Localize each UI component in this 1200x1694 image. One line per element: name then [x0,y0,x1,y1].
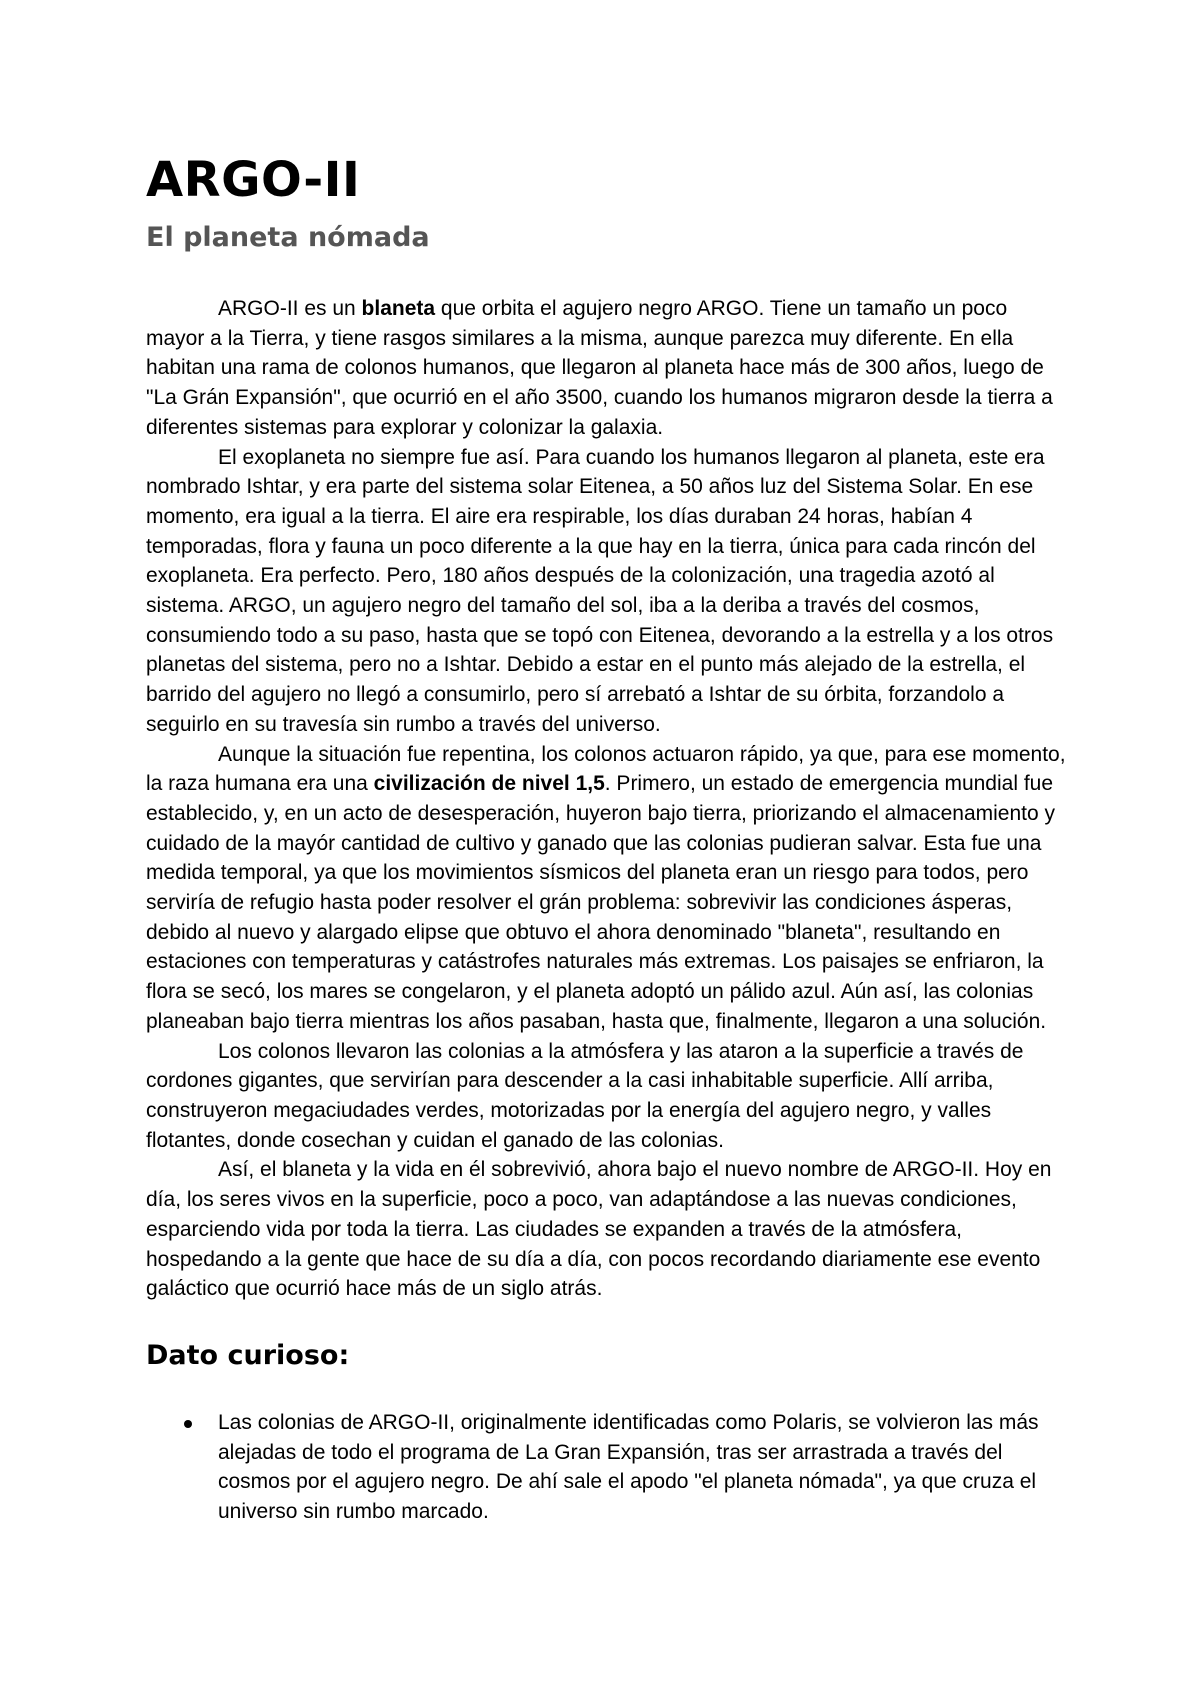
paragraph-5: Así, el blaneta y la vida en él sobrevivió, ahora bajo el nuevo nombre de ARGO-II. Hoy en día, los seres vivos en la superficie, poco a poco, van adaptándose a las nuevas condiciones, esparciendo vida por toda la tierra. Las ciudades se expanden a través de la atmósfera, hospedando a la gente que hace de su día a día, con pocos recordando diariamente ese evento galáctico que ocurrió hace más de un siglo atrás. [146,1158,1052,1301]
bullet-list [146,1408,1066,1527]
bullet-icon [184,1420,192,1428]
paragraph-1-text-a: ARGO-II es un [218,297,362,320]
list-item [146,1408,1066,1527]
bold-term-civilizacion: civilización de nivel 1,5 [373,772,605,796]
paragraph-3 [146,740,1066,1037]
paragraph-3-text-a: Aunque la situación fue repentina, los colonos actuaron rápido, ya que, para ese momento, la raza humana era una [146,742,1066,796]
document-subtitle: El planeta nómada [146,222,430,253]
document-title: ARGO-II [146,152,361,208]
list-item-text: Las colonias de ARGO-II, originalmente identificadas como Polaris, se volvieron las más alejadas de todo el programa de La Gran Expansión, tras ser arrastrada a través del cosmos por el agujero negro. De ahí sale el apodo "el planeta nómada", ya que cruza el universo sin rumbo marcado. [218,1410,1039,1524]
document-body [146,294,1066,1304]
paragraph-1-text-b: que orbita el agujero negro ARGO. Tiene un tamaño un poco mayor a la Tierra, y tiene rasgos similares a la misma, aunque parezca muy diferente. En ella habitan una rama de colonos humanos, que llegaron al planeta hace más de 300 años, luego de "La Grán Expansión", que ocurrió en el año 3500, cuando los humanos migraron desde la tierra a diferentes sistemas para explorar y colonizar la galaxia. [146,297,1053,439]
paragraph-2: El exoplaneta no siempre fue así. Para cuando los humanos llegaron al planeta, este era nombrado Ishtar, y era parte del sistema solar Eitenea, a 50 años luz del Sistema Solar. En ese momento, era igual a la tierra. El aire era respirable, los días duraban 24 horas, habían 4 temporadas, flora y fauna un poco diferente a la que hay en la tierra, única para cada rincón del exoplaneta. Era perfecto. Pero, 180 años después de la colonización, una tragedia azotó al sistema. ARGO, un agujero negro del tamaño del sol, iba a la deriba a través del cosmos, consumiendo todo a su paso, hasta que se topó con Eitenea, devorando a la estrella y a los otros planetas del sistema, pero no a Ishtar. Debido a estar en el punto más alejado de la estrella, el barrido del agujero no llegó a consumirlo, pero sí arrebató a Ishtar de su órbita, forzandolo a seguirlo en su travesía sin rumbo a través del universo. [146,445,1054,736]
section-heading: Dato curioso: [146,1339,350,1371]
bold-term-blaneta: blaneta [361,297,436,320]
document-page [146,150,1066,1527]
paragraph-1 [146,294,1066,443]
paragraph-3-text-b: . Primero, un estado de emergencia mundial fue establecido, y, en un acto de desesperación, huyeron bajo tierra, priorizando el almacenamiento y cuidado de la mayór cantidad de cultivo y ganado que las colonias pudieran salvar. Esta fue una medida temporal, ya que los movimientos sísmicos del planeta eran un riesgo para todos, pero serviría de refugio hasta poder resolver el grán problema: sobrevivir las condiciones ásperas, debido al nuevo y alargado elipse que obtuvo el ahora denominado "blaneta", resultando en estaciones con temperaturas y catástrofes naturales más extremas. Los paisajes se enfriaron, la flora se secó, los mares se congelaron, y el planeta adoptó un pálido azul. Aún así, las colonias planeaban bajo tierra mientras los años pasaban, hasta que, finalmente, llegaron a una solución. [146,772,1055,1033]
paragraph-4: Los colonos llevaron las colonias a la atmósfera y las ataron a la superficie a través de cordones gigantes, que servirían para descender a la casi inhabitable superficie. Allí arriba, construyeron megaciudades verdes, motorizadas por la energía del agujero negro, y valles flotantes, donde cosechan y cuidan el ganado de las colonias. [146,1039,1024,1152]
